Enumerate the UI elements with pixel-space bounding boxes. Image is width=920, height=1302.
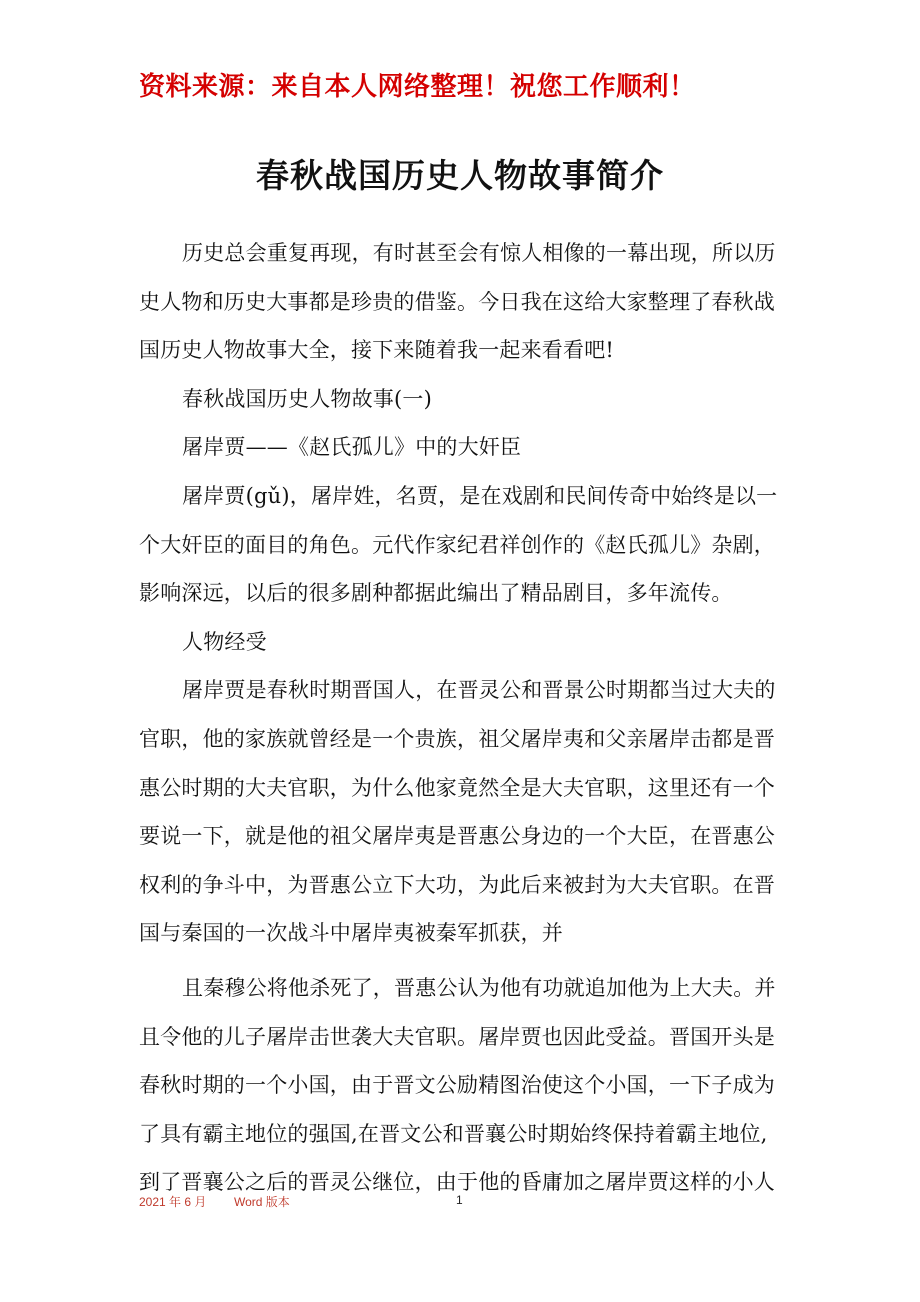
paragraph-line: 且秦穆公将他杀死了，晋惠公认为他有功就追加他为上大夫。并 xyxy=(182,975,776,1000)
paragraph-line: 个大奸臣的面目的角色。元代作家纪君祥创作的《赵氏孤儿》杂剧， xyxy=(139,532,775,557)
subsection-heading: 人物经受 xyxy=(182,629,267,654)
paragraph-line: 惠公时期的大夫官职，为什么他家竟然全是大夫官职，这里还有一个 xyxy=(139,775,775,800)
footer-version: Word 版本 xyxy=(234,1195,290,1209)
paragraph-line: 且令他的儿子屠岸击世袭大夫官职。屠岸贾也因此受益。晋国开头是 xyxy=(139,1024,775,1049)
paragraph-line: 屠岸贾(gǔ)，屠岸姓，名贾，是在戏剧和民间传奇中始终是以一 xyxy=(182,483,778,508)
page-title: 春秋战国历史人物故事简介 xyxy=(256,156,664,195)
paragraph-line: 要说一下，就是他的祖父屠岸夷是晋惠公身边的一个大臣，在晋惠公 xyxy=(139,824,775,849)
paragraph-line: 春秋时期的一个小国，由于晋文公励精图治使这个小国，一下子成为 xyxy=(139,1073,775,1098)
paragraph-line: 屠岸贾是春秋时期晋国人，在晋灵公和晋景公时期都当过大夫的 xyxy=(182,678,776,703)
paragraph-line: 史人物和历史大事都是珍贵的借鉴。今日我在这给大家整理了春秋战 xyxy=(139,289,775,314)
paragraph-line: 国与秦国的一次战斗中屠岸夷被秦军抓获，并 xyxy=(139,921,563,946)
paragraph-line: 到了晋襄公之后的晋灵公继位，由于他的昏庸加之屠岸贾这样的小人 xyxy=(139,1170,775,1195)
paragraph-line: 权利的争斗中，为晋惠公立下大功，为此后来被封为大夫官职。在晋 xyxy=(139,872,775,897)
footer-date: 2021 年 6 月 xyxy=(139,1195,207,1209)
paragraph-line: 了具有霸主地位的强国,在晋文公和晋襄公时期始终保持着霸主地位, xyxy=(139,1121,768,1146)
body-text xyxy=(139,229,791,1207)
section-heading: 春秋战国历史人物故事(一) xyxy=(182,386,432,411)
paragraph-line: 影响深远，以后的很多剧种都据此编出了精品剧目，多年流传。 xyxy=(139,581,733,606)
source-banner: 资料来源：来自本人网络整理！祝您工作顺利！ xyxy=(139,72,696,102)
footer-page-number: 1 xyxy=(456,1193,463,1207)
paragraph-line: 官职，他的家族就曾经是一个贵族，祖父屠岸夷和父亲屠岸击都是晋 xyxy=(139,726,775,751)
subsection-heading: 屠岸贾——《赵氏孤儿》中的大奸臣 xyxy=(182,435,522,460)
paragraph-line: 历史总会重复再现，有时甚至会有惊人相像的一幕出现，所以历 xyxy=(182,241,776,265)
paragraph-line: 国历史人物故事大全，接下来随着我一起来看看吧! xyxy=(139,338,615,363)
